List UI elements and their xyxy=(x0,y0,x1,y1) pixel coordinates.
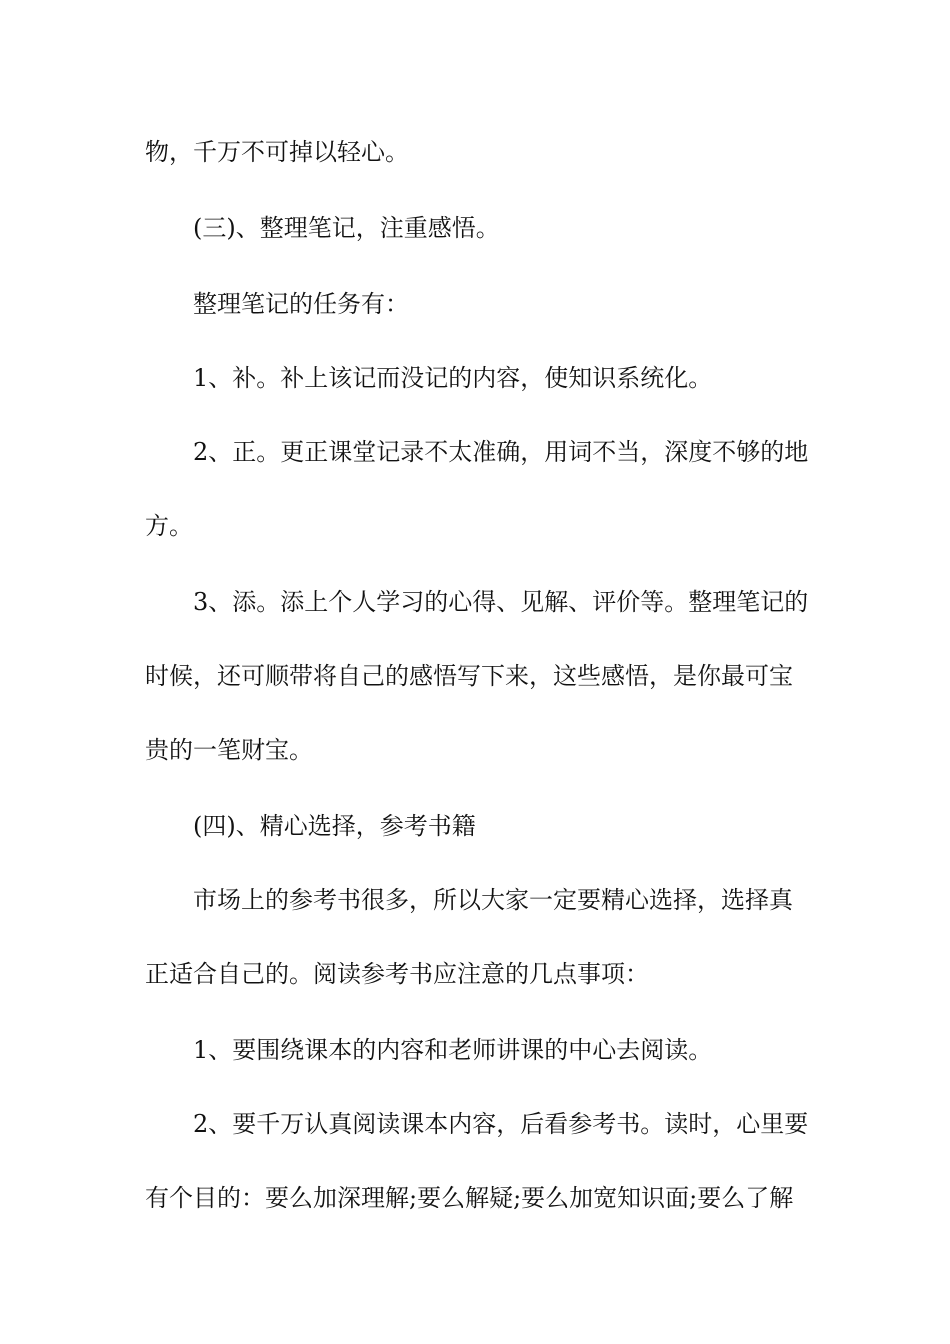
text-line: 1、补。补上该记而没记的内容，使知识系统化。 xyxy=(193,364,713,392)
text-line: 贵的一笔财宝。 xyxy=(145,736,313,764)
text-line: 整理笔记的任务有： xyxy=(193,290,409,318)
list-item-read-carefully xyxy=(145,1108,810,1214)
text-line: 市场上的参考书很多，所以大家一定要精心选择，选择真 xyxy=(193,886,793,914)
paragraph-task-intro xyxy=(145,288,810,320)
heading-text: (四)、精心选择，参考书籍 xyxy=(193,812,476,840)
heading-text: (三)、整理笔记，注重感悟。 xyxy=(193,214,500,242)
list-item-read-around-textbook xyxy=(145,1034,810,1066)
list-item-supplement xyxy=(145,362,810,394)
list-item-add xyxy=(145,586,810,766)
text-line: 2、要千万认真阅读课本内容，后看参考书。读时，心里要 xyxy=(193,1110,809,1138)
text-line: 2、正。更正课堂记录不太准确，用词不当，深度不够的地 xyxy=(193,438,809,466)
text-line: 方。 xyxy=(145,512,193,540)
text-line: 3、添。添上个人学习的心得、见解、评价等。整理笔记的 xyxy=(193,588,809,616)
text-line: 有个目的：要么加深理解;要么解疑;要么加宽知识面;要么了解 xyxy=(145,1184,794,1212)
list-item-correct xyxy=(145,436,810,542)
section-heading-3 xyxy=(145,212,810,244)
text-line: 1、要围绕课本的内容和老师讲课的中心去阅读。 xyxy=(193,1036,713,1064)
text-line: 正适合自己的。阅读参考书应注意的几点事项： xyxy=(145,960,649,988)
section-heading-4 xyxy=(145,810,810,842)
text-line: 物，千万不可掉以轻心。 xyxy=(145,138,409,166)
text-line: 时候，还可顺带将自己的感悟写下来，这些感悟，是你最可宝 xyxy=(145,662,793,690)
paragraph-reference-books xyxy=(145,884,810,990)
paragraph-continuation xyxy=(145,136,810,168)
